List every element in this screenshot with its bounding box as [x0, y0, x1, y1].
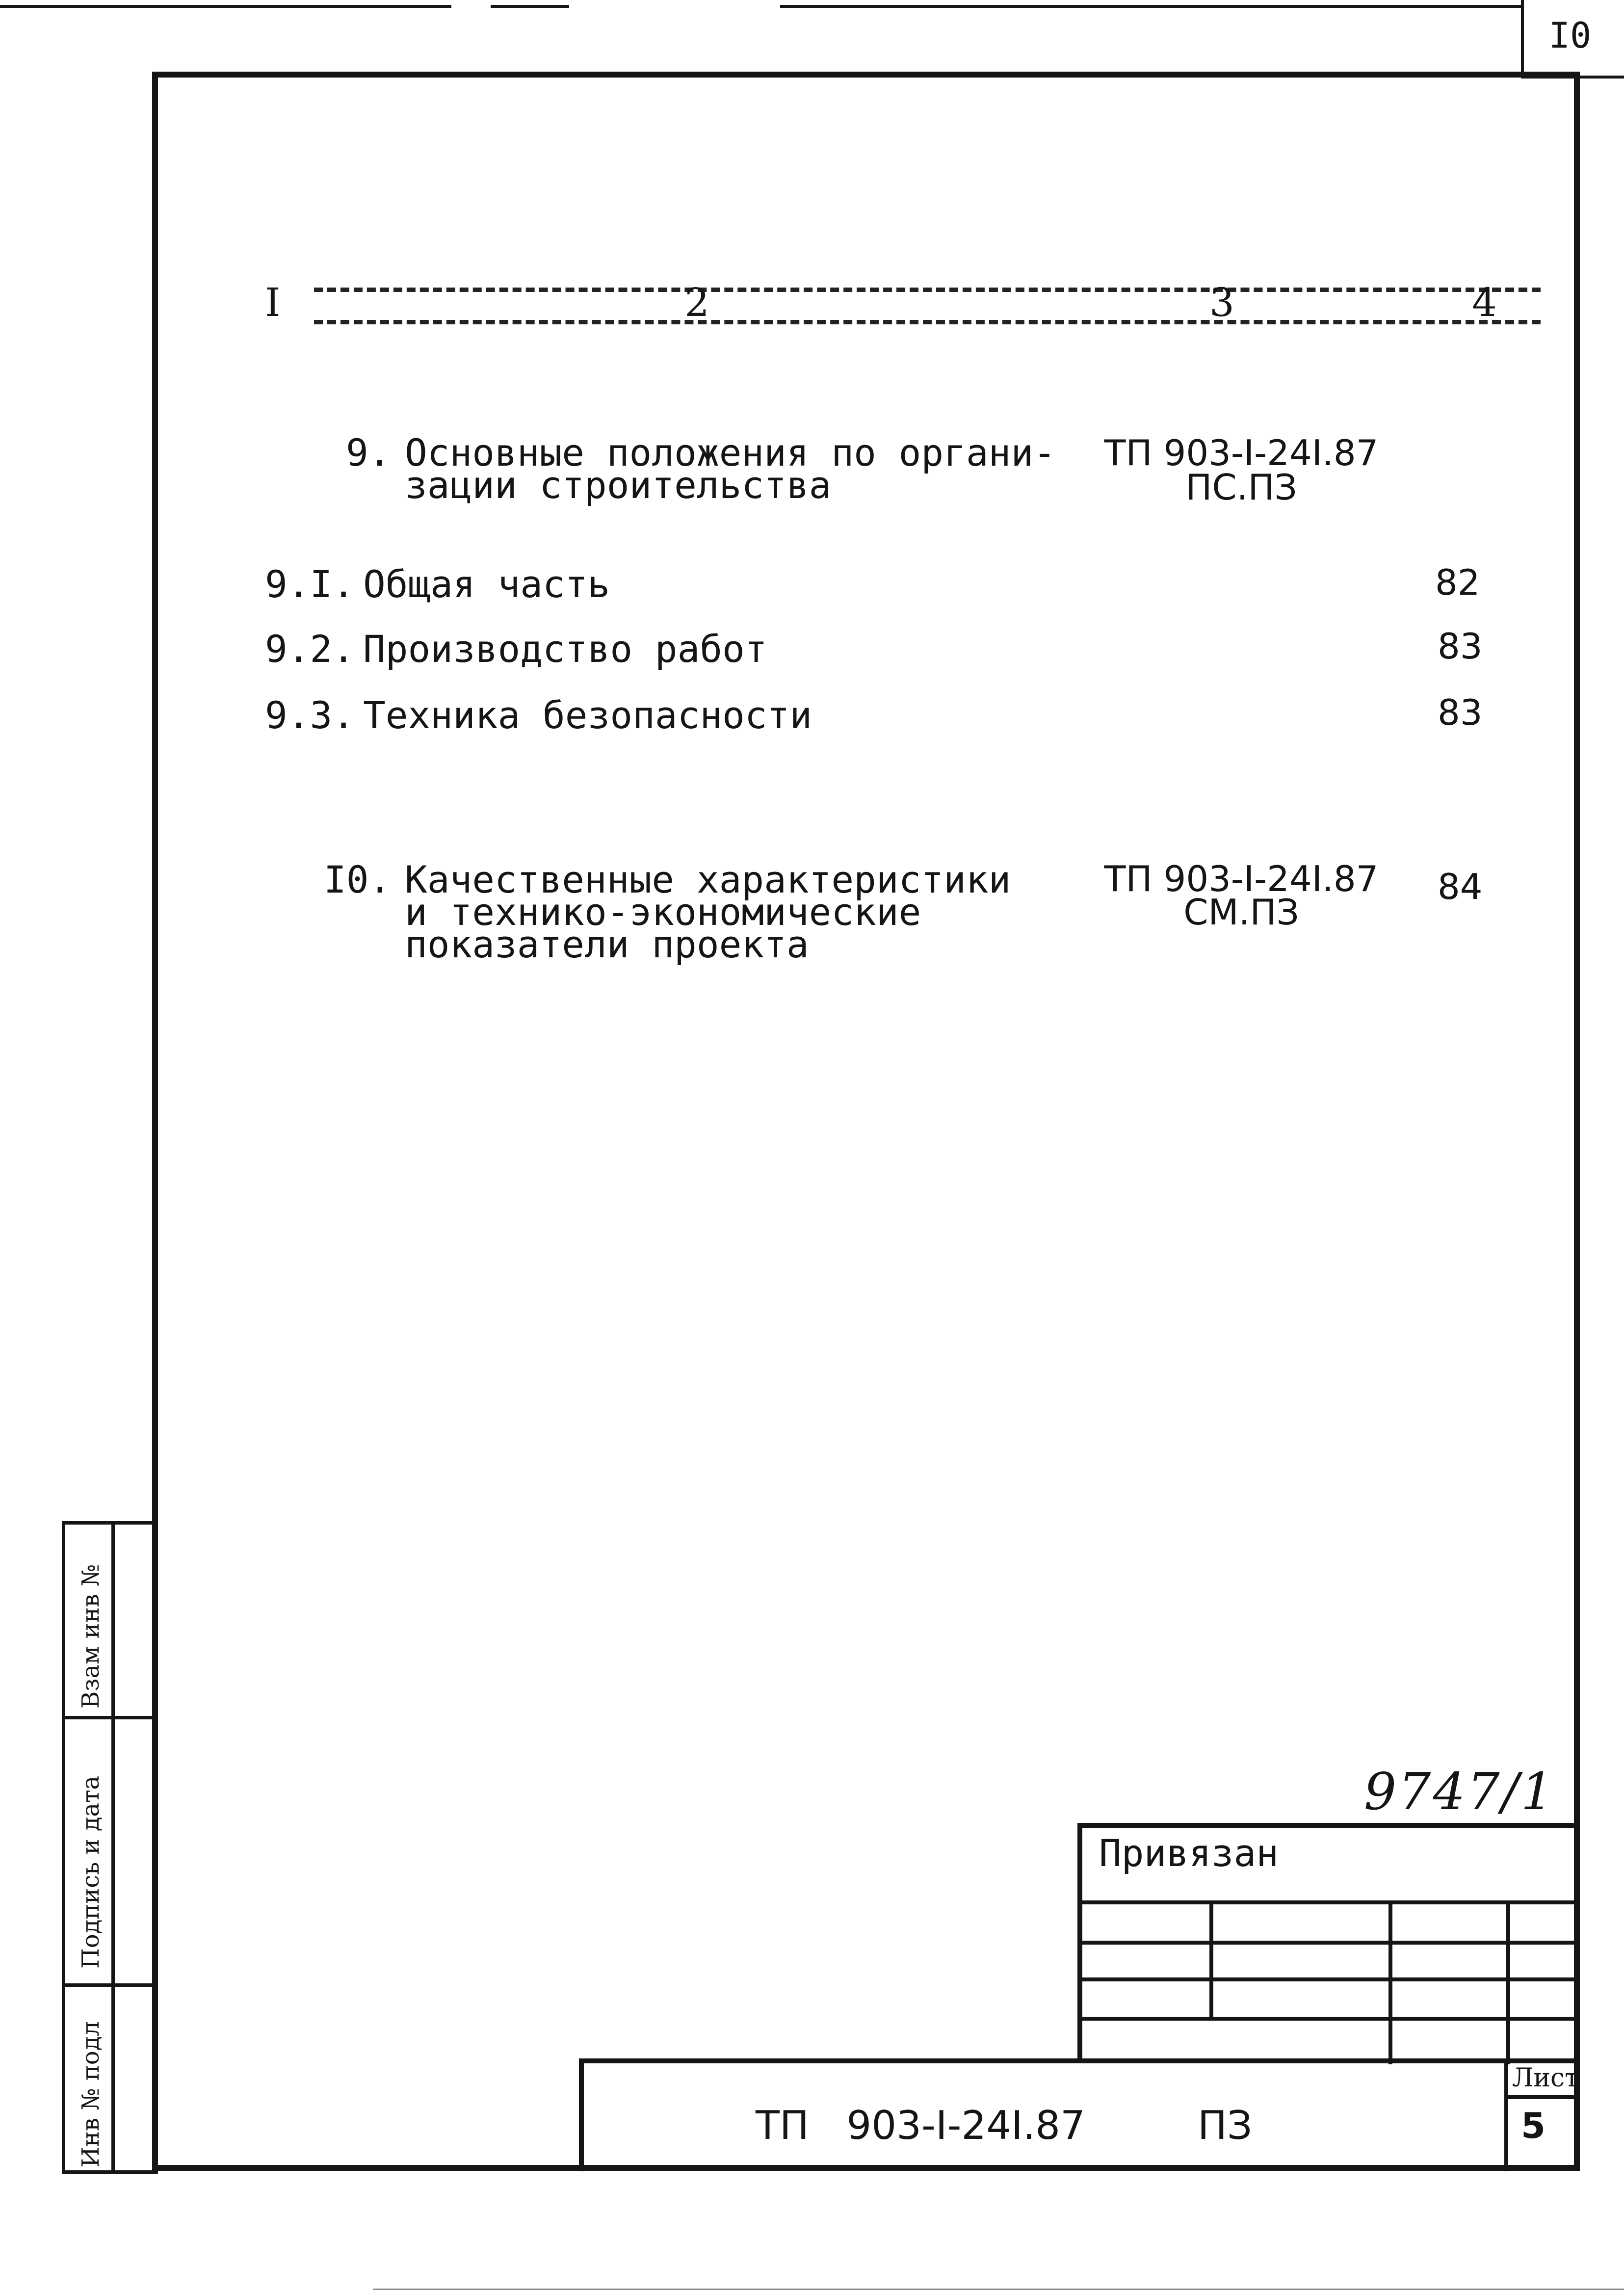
- title-block-line: [1079, 1941, 1580, 1945]
- scan-bottom-edge: [373, 2289, 1624, 2290]
- section-10-title-line-3: показатели проекта: [405, 922, 809, 966]
- column-number-2: 2: [684, 280, 709, 325]
- column-number-1: I: [265, 280, 281, 325]
- sheet-cell-divider: [1504, 2061, 1508, 2171]
- title-block-line: [1079, 1977, 1580, 1981]
- section-10-title-line-2: и технико-экономические: [405, 890, 921, 934]
- section-10-title-line-1: Качественные характеристики: [405, 858, 1011, 901]
- scan-edge-line: [780, 5, 1521, 8]
- sheet-cell-divider: [1504, 2095, 1580, 2099]
- subsection-9-3-number: 9.3.: [265, 693, 355, 737]
- section-10-number: I0.: [324, 858, 392, 901]
- subsection-9-1-number: 9.I.: [265, 562, 355, 606]
- subsection-9-2-page: 83: [1438, 626, 1483, 667]
- scan-edge-line: [0, 5, 451, 8]
- side-label-vzam-inv: Взам инв №: [77, 1564, 105, 1709]
- column-number-4: 4: [1472, 280, 1497, 325]
- side-strip-divider: [65, 1716, 158, 1719]
- section-9-code-line-2: ПС.ПЗ: [1185, 467, 1297, 508]
- column-header-dashes-top: [314, 288, 1541, 292]
- column-number-3: 3: [1209, 280, 1234, 325]
- side-label-podpis-data: Подпись и дата: [77, 1775, 105, 1969]
- section-9-title-line-1: Основные положения по органи-: [405, 431, 1056, 474]
- side-strip-divider: [65, 1983, 158, 1987]
- title-block-line: [1079, 1900, 1580, 1904]
- section-9-title-line-2: зации строительства: [405, 463, 832, 507]
- subsection-9-1-title: Общая часть: [363, 562, 610, 606]
- title-block-line: [1209, 1902, 1213, 2020]
- scan-edge-line: [491, 5, 569, 8]
- sheet-number: 5: [1521, 2105, 1546, 2146]
- sheet-label: Лист: [1512, 2063, 1579, 2093]
- section-9-code-line-1: ТП 903-I-24I.87: [1104, 432, 1379, 474]
- side-label-inv-podl: Инв № подл: [77, 2021, 105, 2167]
- column-header-dashes-bottom: [314, 320, 1541, 324]
- subsection-9-2-number: 9.2.: [265, 627, 355, 671]
- subsection-9-3-title: Техника безопасности: [363, 693, 812, 737]
- title-block-line: [1506, 1902, 1510, 2064]
- handwritten-archive-number: 9747/1: [1364, 1762, 1555, 1821]
- subsection-9-3-page: 83: [1438, 692, 1483, 733]
- side-approval-strip: [62, 1521, 158, 2174]
- subsection-9-1-page: 82: [1435, 562, 1480, 603]
- document-code: ТП 903-I-24I.87 ПЗ: [756, 2103, 1253, 2148]
- section-10-code-line-2: СМ.ПЗ: [1183, 892, 1299, 933]
- title-block-line: [1079, 2017, 1580, 2021]
- section-9-number: 9.: [346, 431, 391, 474]
- subsection-9-2-title: Производство работ: [363, 627, 767, 671]
- side-strip-divider-vertical: [111, 1525, 115, 2170]
- privyazan-label: Привязан: [1099, 1831, 1279, 1875]
- section-10-page: 84: [1438, 866, 1483, 907]
- corner-page-number: I0: [1548, 15, 1592, 56]
- section-10-code-line-1: ТП 903-I-24I.87: [1104, 858, 1379, 899]
- title-block-line: [1388, 1902, 1392, 2064]
